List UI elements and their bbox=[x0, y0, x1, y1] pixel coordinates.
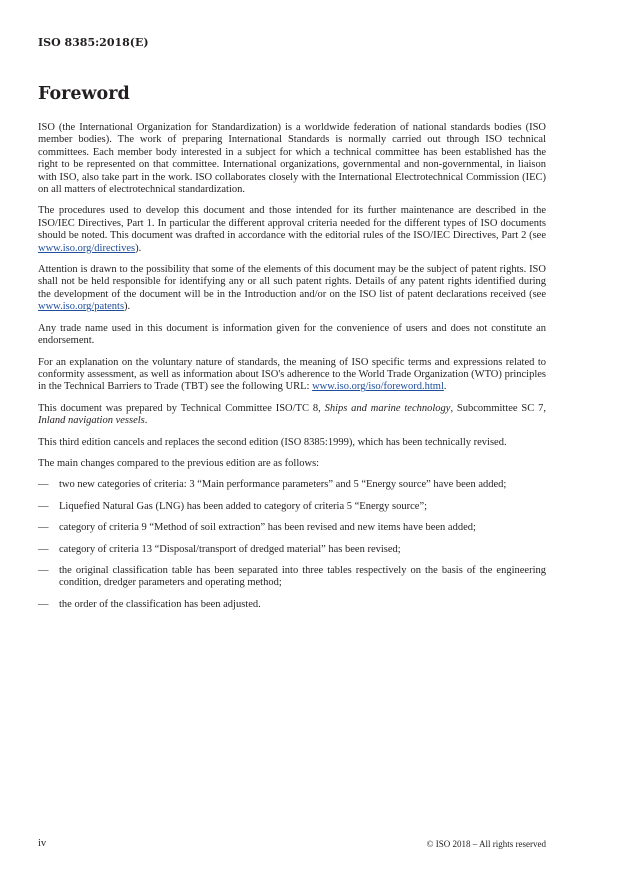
copyright-notice: © ISO 2018 – All rights reserved bbox=[426, 839, 546, 849]
dash-marker: — bbox=[38, 479, 49, 491]
list-item bbox=[38, 544, 546, 556]
paragraph-voluntary-nature bbox=[38, 357, 546, 394]
list-item-text: two new categories of criteria: 3 “Main performance parameters” and 5 “Energy source” have been added; bbox=[59, 479, 507, 491]
committee-text-a: This document was prepared by Technical Committee ISO/TC 8, bbox=[38, 402, 325, 414]
list-item-text: Liquefied Natural Gas (LNG) has been added to category of criteria 5 “Energy source”; bbox=[59, 500, 428, 512]
paragraph-voluntary-end: . bbox=[443, 381, 447, 393]
paragraph-edition: This third edition cancels and replaces the second edition (ISO 8385:1999), which has been technically revised. bbox=[38, 436, 507, 448]
list-item-text: category of criteria 9 “Method of soil extraction” has been revised and new items have been added; bbox=[59, 522, 476, 534]
foreword-body bbox=[38, 122, 546, 620]
list-item bbox=[38, 501, 546, 513]
document-id: ISO 8385:2018(E) bbox=[38, 36, 149, 49]
committee-text-c: , Subcommittee SC 7, bbox=[450, 402, 546, 414]
paragraph-patents bbox=[38, 264, 546, 314]
list-item bbox=[38, 565, 546, 590]
patents-link[interactable]: www.iso.org/patents bbox=[38, 301, 125, 313]
dash-marker: — bbox=[38, 598, 49, 610]
paragraph-patents-text: Attention is drawn to the possibility that some of the elements of this document may be the subject of patent rights. ISO shall not be held responsible for identifying any or all such patent rights. Details of any patent rights identified during the development of the document will be in the Introduction and/or on the ISO list of patent declarations received (see bbox=[38, 264, 546, 300]
page-number: iv bbox=[38, 838, 47, 849]
changes-list bbox=[38, 479, 546, 611]
paragraph-iso-intro: ISO (the International Organization for Standardization) is a worldwide federation of national standards bodies (ISO member bodies). The work of preparing International Standards is normally carried out through ISO technical committees. Each member body interested in a subject for which a technical committee has been established has the right to be represented on that committee. International organizations, governmental and non-governmental, in liaison with ISO, also take part in the work. ISO collaborates closely with the International Electrotechnical Commission (IEC) on all matters of electrotechnical standardization. bbox=[38, 122, 546, 196]
dash-marker: — bbox=[38, 522, 49, 534]
list-item bbox=[38, 522, 546, 534]
directives-link[interactable]: www.iso.org/directives bbox=[38, 242, 136, 254]
paragraph-procedures-end: ). bbox=[135, 242, 142, 254]
list-item-text: the order of the classification has been adjusted. bbox=[59, 598, 261, 610]
committee-name: Ships and marine technology bbox=[324, 402, 451, 414]
dash-marker: — bbox=[38, 564, 49, 576]
paragraph-trade-name: Any trade name used in this document is information given for the convenience of users and does not constitute an endorsement. bbox=[38, 322, 546, 347]
dash-marker: — bbox=[38, 543, 49, 555]
list-item-text: the original classification table has been separated into three tables respectively on the basis of the engineering condition, dredger parameters and operating method; bbox=[59, 564, 546, 589]
paragraph-committee bbox=[38, 403, 546, 428]
paragraph-patents-end: ). bbox=[124, 301, 131, 313]
section-title: Foreword bbox=[38, 84, 130, 104]
list-item-text: category of criteria 13 “Disposal/transport of dredged material” has been revised; bbox=[59, 543, 401, 555]
subcommittee-name: Inland navigation vessels bbox=[38, 415, 145, 427]
committee-text-e: . bbox=[144, 415, 148, 427]
list-item bbox=[38, 479, 546, 491]
list-item bbox=[38, 599, 546, 611]
paragraph-voluntary-text: For an explanation on the voluntary nature of standards, the meaning of ISO specific terms and expressions related to conformity assessment, as well as information about ISO's adherence to the World Trade Organization (WTO) principles in the Technical Barriers to Trade (TBT) see the following URL: bbox=[38, 356, 546, 393]
paragraph-procedures bbox=[38, 205, 546, 255]
paragraph-procedures-text: The procedures used to develop this document and those intended for its further maintenance are described in the ISO/IEC Directives, Part 1. In particular the different approval criteria needed for the different types of ISO documents should be noted. This document was drafted in accordance with the editorial rules of the ISO/IEC Directives, Part 2 (see bbox=[38, 205, 546, 242]
paragraph-changes-intro: The main changes compared to the previous edition are as follows: bbox=[38, 457, 320, 469]
dash-marker: — bbox=[38, 500, 49, 512]
foreword-link[interactable]: www.iso.org/iso/foreword.html bbox=[312, 381, 444, 393]
